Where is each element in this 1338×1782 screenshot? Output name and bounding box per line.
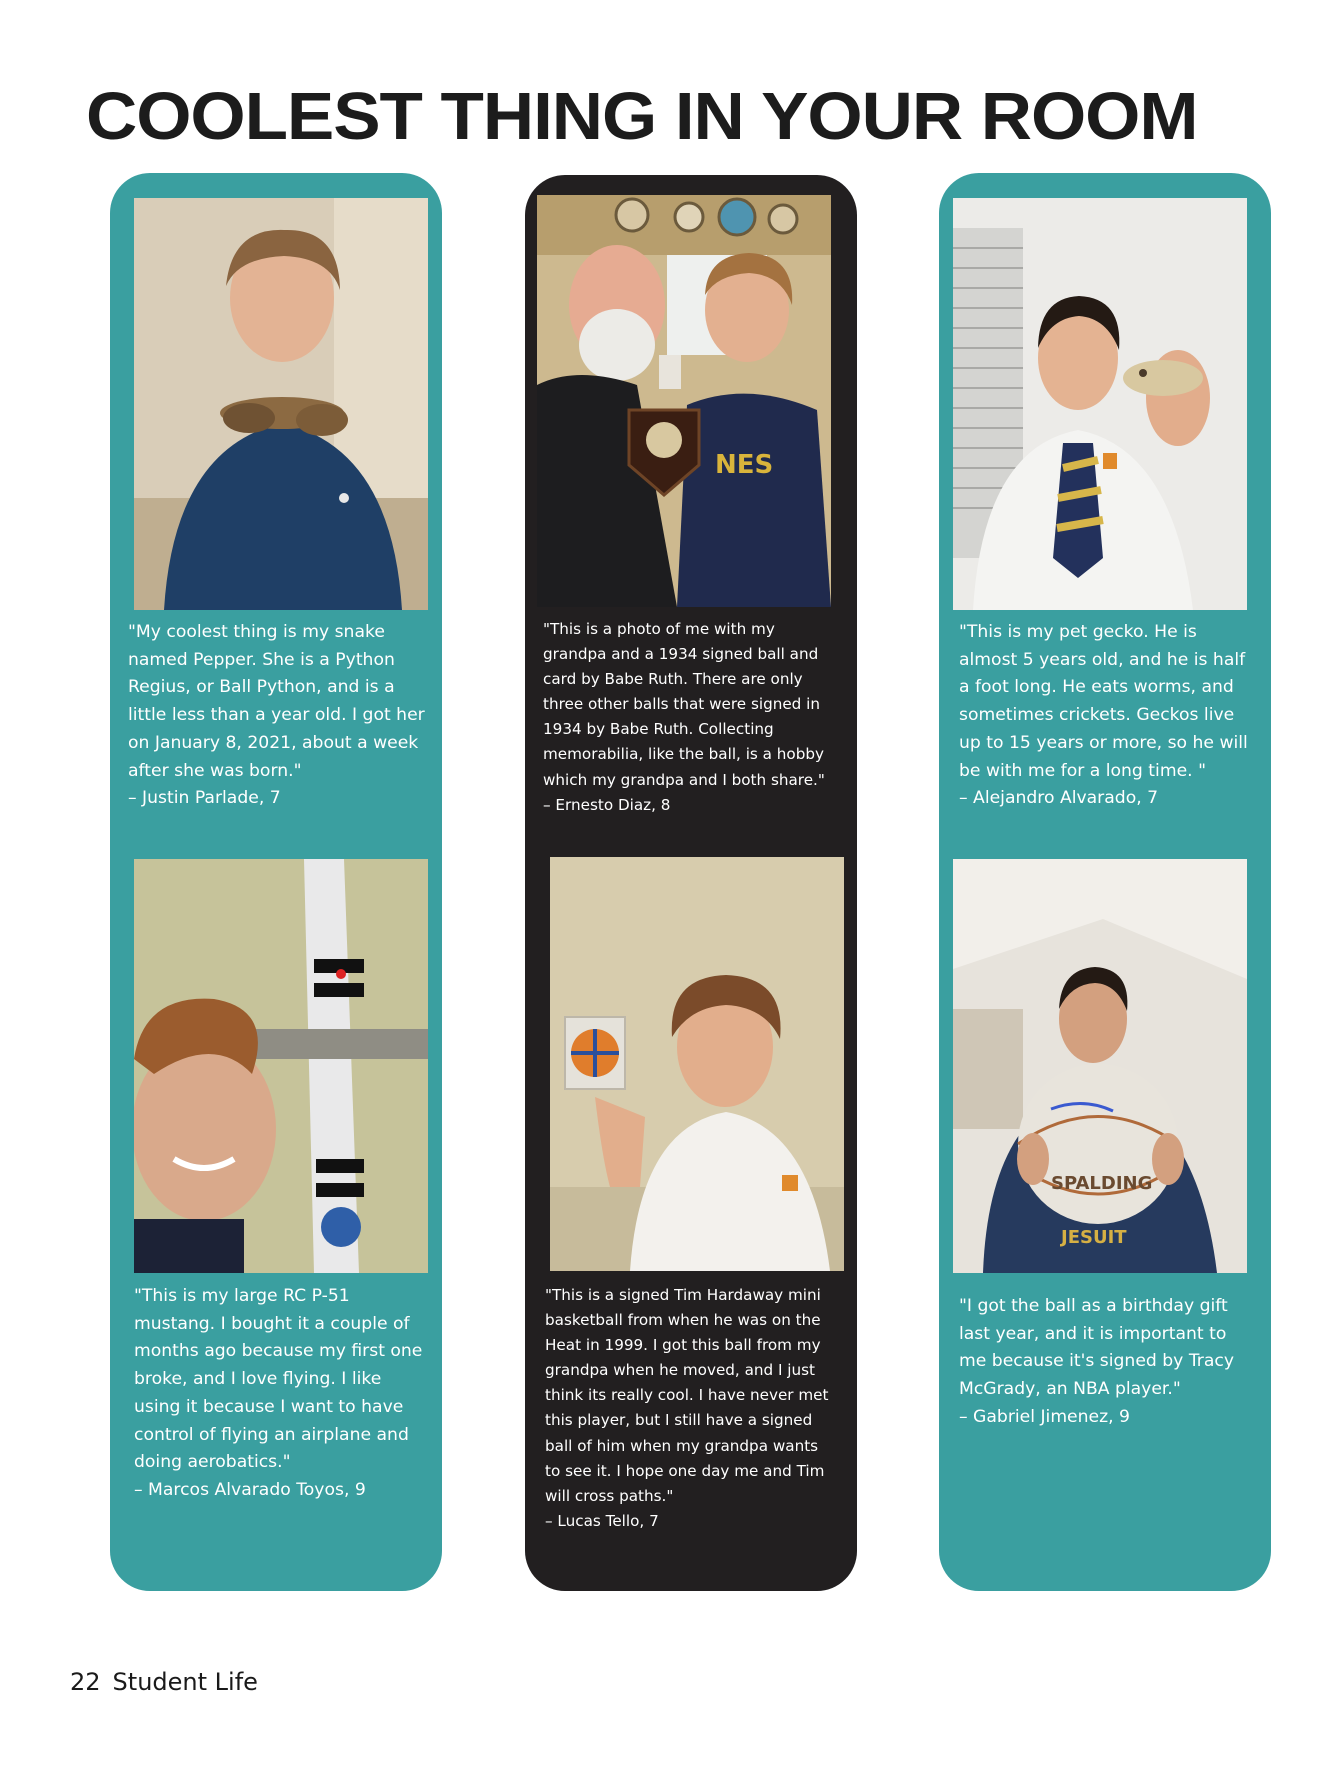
caption-mcgrady-ball <box>959 1293 1259 1432</box>
author-credit: – Justin Parlade, 7 <box>128 788 281 809</box>
quote-text: "This is my large RC P-51 mustang. I bought it a couple of months ago because my first one broke, and I love flying. I like using it because I want to have control of flying an airplane and doing aerobatics." <box>134 1286 423 1473</box>
column-right <box>939 173 1271 1591</box>
photo-boy-with-rc-plane <box>134 859 428 1273</box>
caption-babe-ruth <box>543 617 833 818</box>
author-credit: – Marcos Alvarado Toyos, 9 <box>134 1479 366 1500</box>
author-credit: – Alejandro Alvarado, 7 <box>959 788 1159 809</box>
column-left <box>110 173 442 1591</box>
jersey-text: NES <box>715 450 774 480</box>
page-footer <box>70 1668 258 1696</box>
quote-text: "I got the ball as a birthday gift last year, and it is important to me because it's signed by Tracy McGrady, an NBA player." <box>959 1296 1235 1400</box>
author-credit: – Ernesto Diaz, 8 <box>543 795 671 814</box>
quote-text: "This is a signed Tim Hardaway mini basketball from when he was on the Heat in 1999. I got this ball from my grandpa when he moved, and I just think its really cool. I have never met this player, but I still have a signed ball of him when my grandpa wants to see it. I hope one day me and Tim will cross paths." <box>545 1286 829 1505</box>
quote-text: "This is a photo of me with my grandpa and a 1934 signed ball and card by Babe Ruth. There are only three other balls that were signed in 1934 by Babe Ruth. Collecting memorabilia, like the ball, is a hobby which my grandpa and I both share." <box>543 620 825 789</box>
photo-boy-with-hardaway-ball <box>550 857 844 1271</box>
column-middle <box>525 175 857 1591</box>
page-number: 22 <box>70 1668 101 1696</box>
basketball-brand-text: SPALDING <box>1051 1173 1153 1194</box>
photo-grandpa-and-boy-with-babe-ruth-ball <box>537 195 831 607</box>
page-title: COOLEST THING IN YOUR ROOM <box>86 79 1198 154</box>
caption-snake <box>128 619 428 813</box>
photo-boy-with-snake <box>134 198 428 610</box>
caption-rc-plane <box>134 1283 430 1505</box>
quote-text: "My coolest thing is my snake named Pepper. She is a Python Regius, or Ball Python, and is a little less than a year old. I got her on January 8, 2021, about a week after she was born." <box>128 622 425 781</box>
author-credit: – Lucas Tello, 7 <box>545 1511 659 1530</box>
section-name: Student Life <box>112 1668 258 1696</box>
caption-hardaway-ball <box>545 1283 835 1534</box>
author-credit: – Gabriel Jimenez, 9 <box>959 1406 1130 1427</box>
photo-boy-with-gecko <box>953 198 1247 610</box>
photo-boy-with-mcgrady-ball <box>953 859 1247 1273</box>
hoodie-text: JESUIT <box>1061 1227 1127 1248</box>
caption-gecko <box>959 619 1259 813</box>
quote-text: "This is my pet gecko. He is almost 5 years old, and he is half a foot long. He eats worms, and sometimes crickets. Geckos live up to 15 years or more, so he will be with me for a long time. " <box>959 622 1248 781</box>
